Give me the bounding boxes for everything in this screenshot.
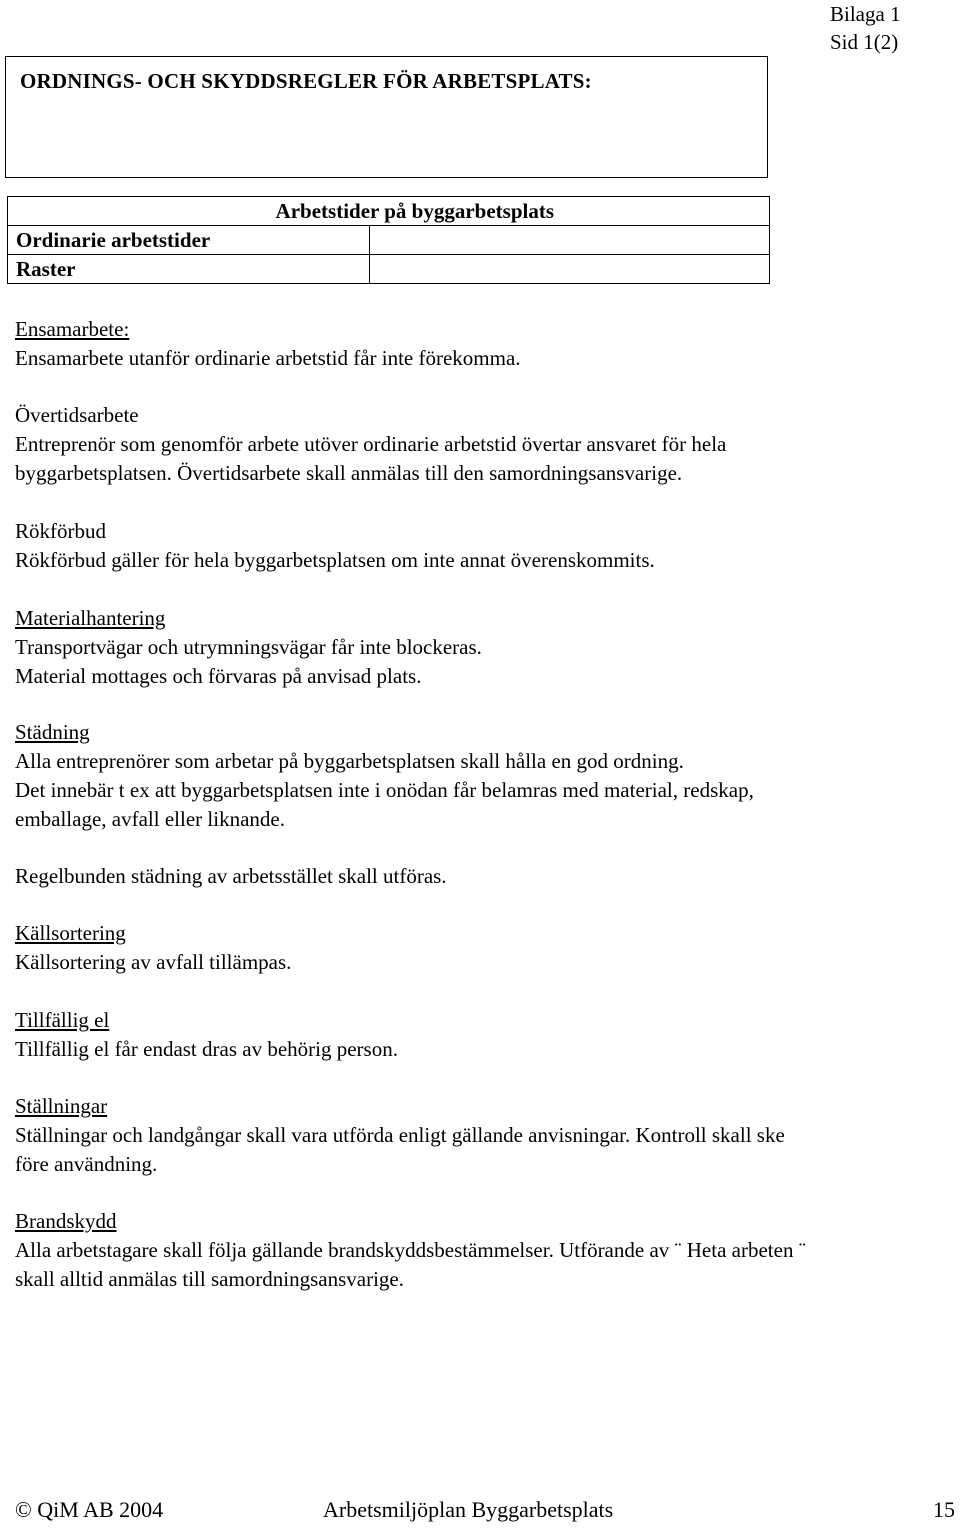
section-text: Ensamarbete utanför ordinarie arbetstid får inte förekomma.: [15, 346, 521, 370]
section-regular-cleaning: [15, 862, 945, 891]
section-smoking-ban: [15, 517, 945, 575]
section-text: Alla arbetstagare skall följa gällande brandskyddsbestämmelser. Utförande av ¨ Heta arbeten ¨: [15, 1238, 806, 1262]
section-text: Alla entreprenörer som arbetar på byggarbetsplatsen skall hålla en god ordning.: [15, 749, 684, 773]
section-heading: Materialhantering: [15, 606, 166, 630]
table-header-row: [8, 197, 770, 226]
section-heading: Ställningar: [15, 1094, 108, 1118]
row-value-breaks[interactable]: [370, 255, 770, 284]
section-text: Rökförbud gäller för hela byggarbetsplatsen om inte annat överenskommits.: [15, 548, 655, 572]
section-heading: Ensamarbete:: [15, 317, 130, 341]
section-overtime: [15, 401, 945, 488]
section-heading: Tillfällig el: [15, 1008, 110, 1032]
row-label-ordinary-hours: Ordinarie arbetstider: [8, 226, 370, 255]
table-row: [8, 255, 770, 284]
section-heading: Brandskydd: [15, 1209, 117, 1233]
section-scaffolding: [15, 1092, 945, 1179]
section-fire-protection: [15, 1207, 945, 1294]
working-hours-table: [7, 196, 770, 284]
page-header-info: [830, 0, 901, 56]
row-value-ordinary-hours[interactable]: [370, 226, 770, 255]
page-indicator: Sid 1(2): [830, 30, 899, 54]
footer-page-number: 15: [933, 1497, 955, 1522]
section-waste-sorting: [15, 919, 945, 977]
section-text: Entreprenör som genomför arbete utöver ordinarie arbetstid övertar ansvaret för hela: [15, 432, 727, 456]
section-text: emballage, avfall eller liknande.: [15, 807, 285, 831]
section-material-handling: [15, 604, 945, 691]
section-solo-work: [15, 315, 945, 373]
section-text: Det innebär t ex att byggarbetsplatsen inte i onödan får belamras med material, redskap,: [15, 778, 754, 802]
section-cleaning: [15, 718, 945, 834]
section-heading: Städning: [15, 720, 90, 744]
section-heading: Övertidsarbete: [15, 403, 139, 427]
section-text: före användning.: [15, 1152, 158, 1176]
table-row: [8, 226, 770, 255]
appendix-label: Bilaga 1: [830, 2, 901, 26]
footer-document-title: Arbetsmiljöplan Byggarbetsplats: [323, 1497, 614, 1522]
section-heading: Källsortering: [15, 921, 126, 945]
footer-copyright: © QiM AB 2004: [15, 1497, 164, 1522]
table-header: Arbetstider på byggarbetsplats: [8, 197, 770, 226]
title-box: [5, 56, 768, 178]
section-text: byggarbetsplatsen. Övertidsarbete skall anmälas till den samordningsansvarige.: [15, 461, 683, 485]
row-label-breaks: Raster: [8, 255, 370, 284]
section-text: Material mottages och förvaras på anvisad plats.: [15, 664, 422, 688]
section-text: Tillfällig el får endast dras av behörig person.: [15, 1037, 398, 1061]
section-text: Källsortering av avfall tillämpas.: [15, 950, 292, 974]
section-temporary-electricity: [15, 1006, 945, 1064]
section-heading: Rökförbud: [15, 519, 106, 543]
section-text: Transportvägar och utrymningsvägar får inte blockeras.: [15, 635, 482, 659]
document-title: ORDNINGS- OCH SKYDDSREGLER FÖR ARBETSPLATS:: [20, 69, 592, 93]
section-text: skall alltid anmälas till samordningsansvarige.: [15, 1267, 405, 1291]
section-text: Regelbunden städning av arbetsstället skall utföras.: [15, 864, 447, 888]
section-text: Ställningar och landgångar skall vara utförda enligt gällande anvisningar. Kontroll skall ske: [15, 1123, 785, 1147]
